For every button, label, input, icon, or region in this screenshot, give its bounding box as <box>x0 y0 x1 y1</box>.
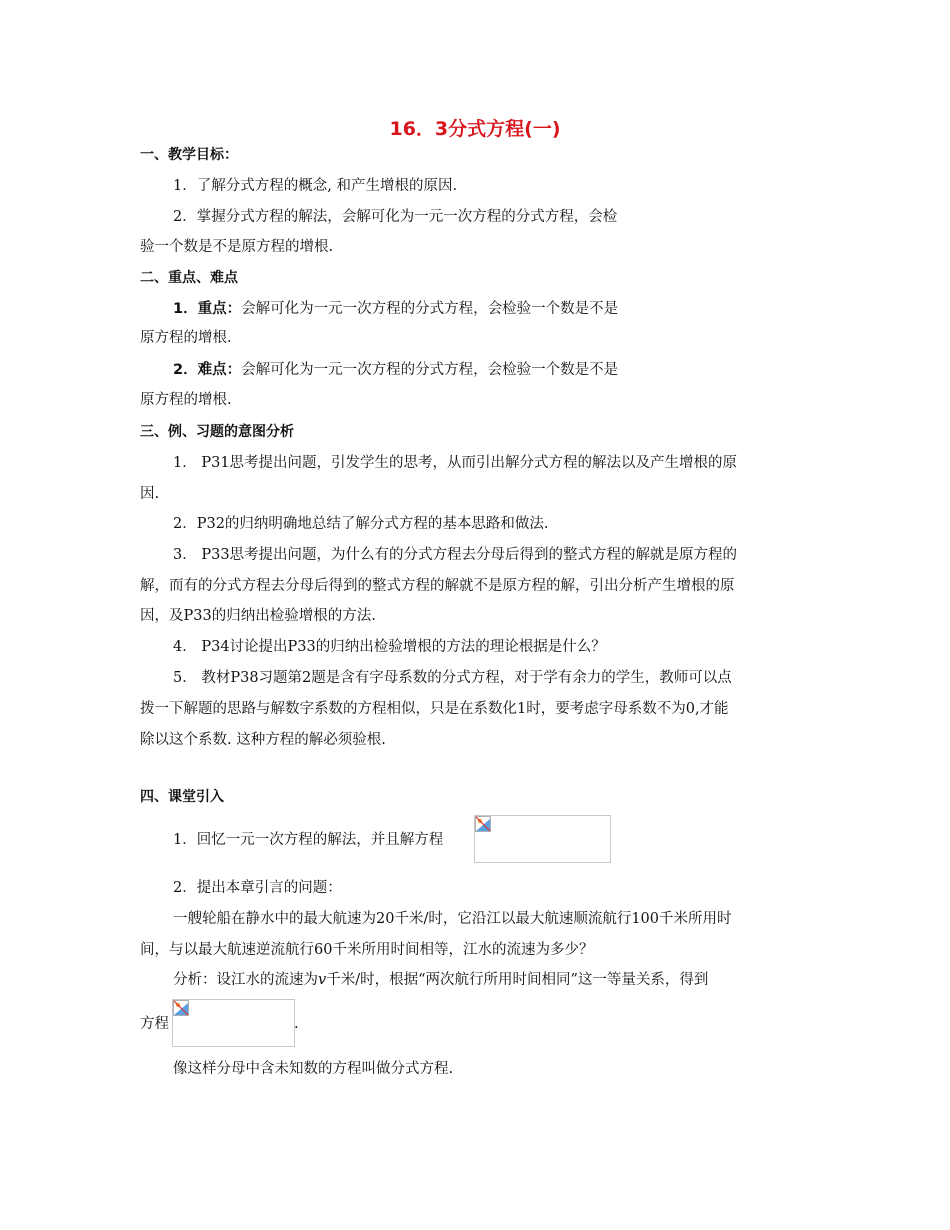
intro-2: 2．提出本章引言的问题： <box>173 880 342 896</box>
intro-problem-line-1: 一艘轮船在静水中的最大航速为20千米/时，它沿江以最大航速顺流航行100千米所用时 <box>173 911 732 927</box>
equation-image-2 <box>172 999 295 1047</box>
key-point-text: 会解可化为一元一次方程的分式方程，会检验一个数是不是 <box>241 301 619 317</box>
objective-1: 1．了解分式方程的概念, 和产生增根的原因. <box>173 178 458 194</box>
difficulty-label: 2．难点： <box>173 362 242 378</box>
difficulty-text: 会解可化为一元一次方程的分式方程，会检验一个数是不是 <box>241 362 619 378</box>
key-point-line-2: 原方程的增根. <box>140 330 232 346</box>
section-heading-introduction: 四、课堂引入 <box>140 789 224 805</box>
difficulty-line-1 <box>173 360 618 380</box>
broken-image-icon <box>173 1000 189 1016</box>
analysis-text-line-1 <box>173 970 708 990</box>
analysis-3-line-1: 3． P33思考提出问题，为什么有的分式方程去分母后得到的整式方程的解就是原方程的 <box>173 547 738 563</box>
analysis-1-line-1: 1． P31思考提出问题，引发学生的思考，从而引出解分式方程的解法以及产生增根的原 <box>173 455 738 471</box>
analysis-4: 4． P34讨论提出P33的归纳出检验增根的方法的理论根据是什么？ <box>173 639 606 655</box>
analysis-2: 2．P32的归纳明确地总结了解分式方程的基本思路和做法. <box>173 516 549 532</box>
difficulty-line-2: 原方程的增根. <box>140 392 232 408</box>
page-title: 16．3分式方程(一) <box>389 118 561 140</box>
analysis-5-line-2: 拨一下解题的思路与解数字系数的方程相似，只是在系数化1时，要考虑字母系数不为0,才能 <box>140 701 729 717</box>
analysis-1-line-2: 因. <box>140 486 160 502</box>
definition-text: 像这样分母中含未知数的方程叫做分式方程. <box>173 1061 454 1077</box>
intro-1: 1．回忆一元一次方程的解法，并且解方程 <box>173 832 444 848</box>
intro-problem-line-2: 间，与以最大航速逆流航行60千米所用时间相等，江水的流速为多少？ <box>140 942 594 958</box>
objective-2-line-2: 验一个数是不是原方程的增根. <box>140 239 334 255</box>
section-heading-analysis: 三、例、习题的意图分析 <box>140 424 294 440</box>
key-point-line-1 <box>173 299 618 319</box>
analysis-3-line-3: 因，及P33的归纳出检验增根的方法. <box>140 608 376 624</box>
analysis-prefix: 分析：设江水的流速为 <box>173 972 318 988</box>
analysis-suffix: 千米/时，根据“两次航行所用时间相同”这一等量关系，得到 <box>326 972 709 988</box>
analysis-period: . <box>294 1016 299 1032</box>
section-heading-key-points: 二、重点、难点 <box>140 270 238 286</box>
analysis-5-line-1: 5． 教材P38习题第2题是含有字母系数的分式方程，对于学有余力的学生，教师可以点 <box>173 670 732 686</box>
objective-2-line-1: 2．掌握分式方程的解法，会解可化为一元一次方程的分式方程，会检 <box>173 209 618 225</box>
analysis-3-line-2: 解，而有的分式方程去分母后得到的整式方程的解就不是原方程的解，引出分析产生增根的原 <box>140 578 735 594</box>
broken-image-icon <box>475 816 491 832</box>
analysis-5-line-3: 除以这个系数. 这种方程的解必须验根. <box>140 732 386 748</box>
section-heading-objectives: 一、教学目标： <box>140 147 238 163</box>
variable-v: v <box>318 972 327 988</box>
equation-image-1 <box>474 815 611 863</box>
analysis-text-line-2-label: 方程 <box>140 1016 169 1032</box>
key-point-label: 1．重点： <box>173 301 242 317</box>
